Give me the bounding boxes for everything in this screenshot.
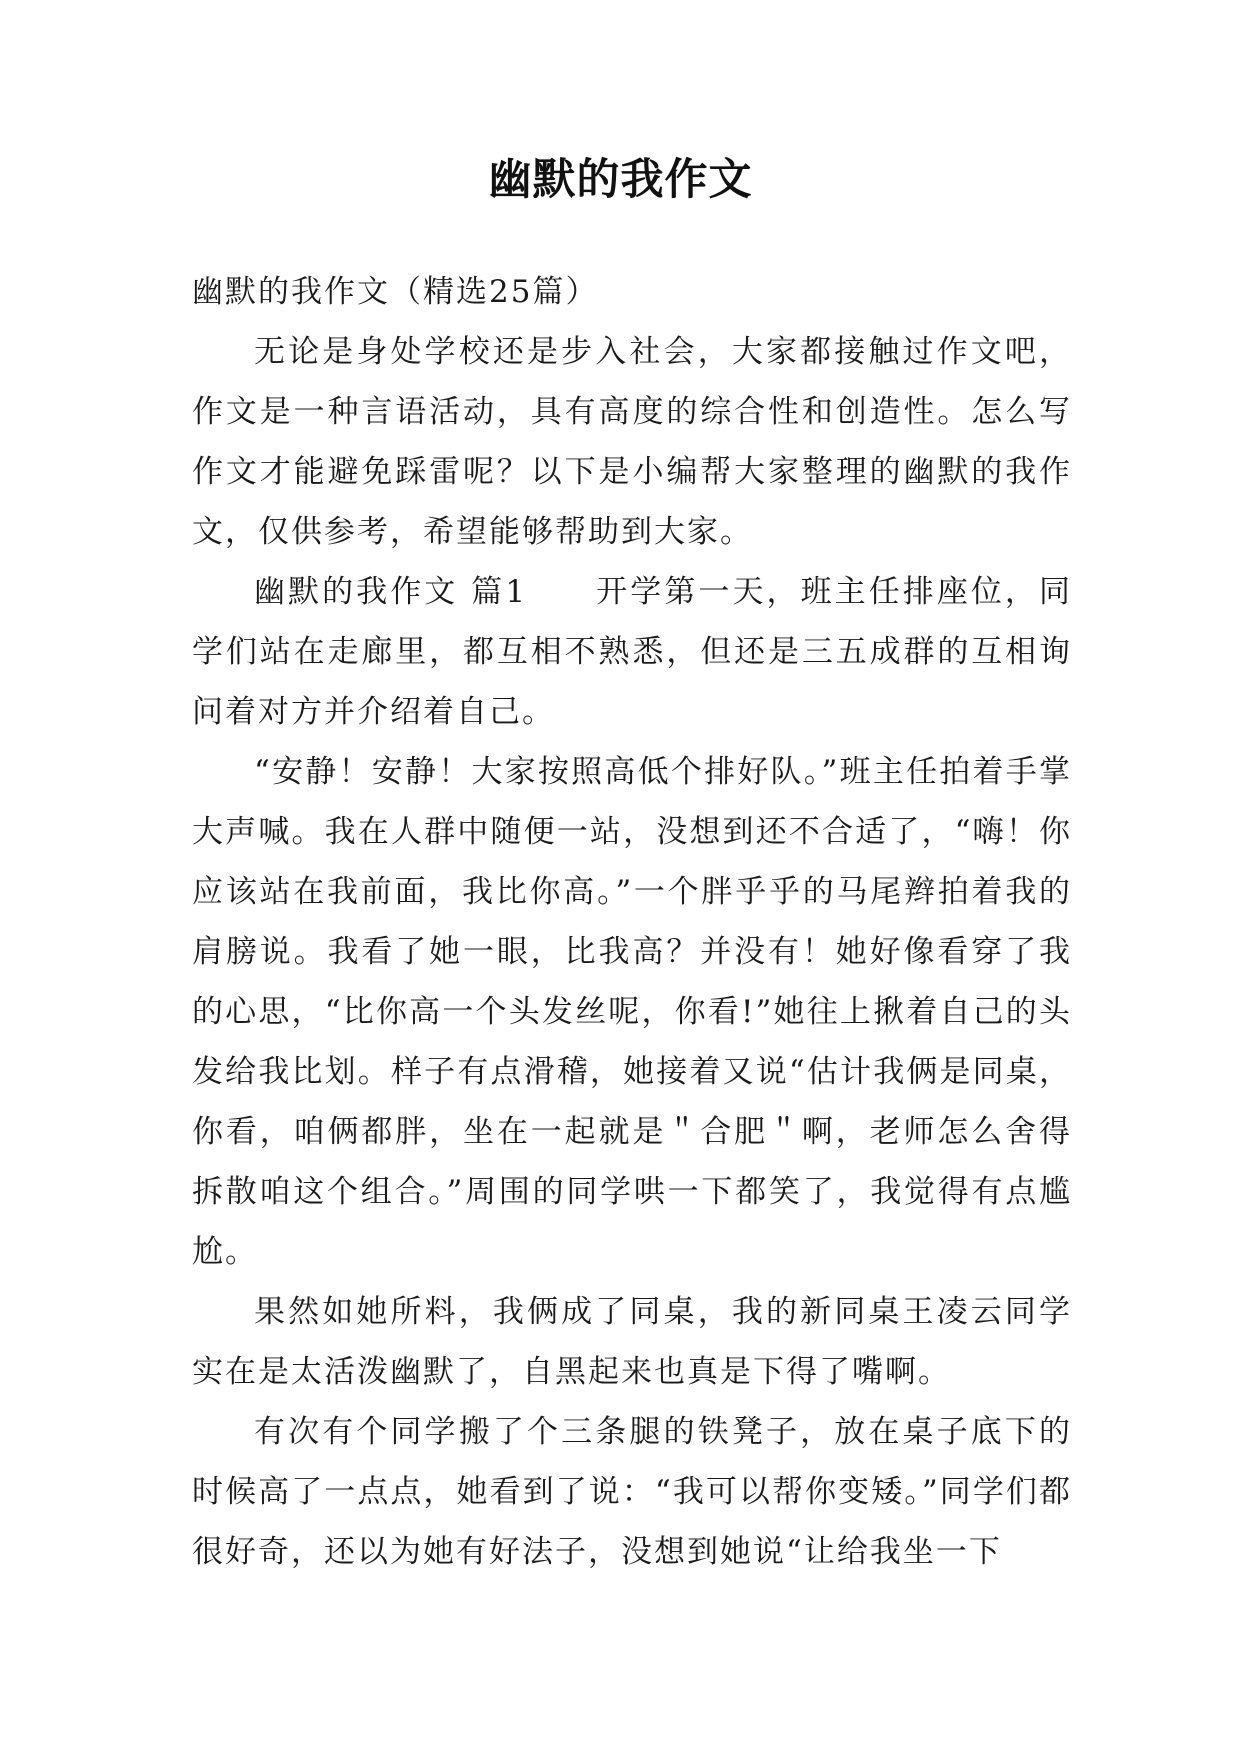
document-title: 幽默的我作文 — [488, 155, 753, 205]
paragraph-4: 有次有个同学搬了个三条腿的铁凳子，放在桌子底下的时候高了一点点，她看到了说：“我可以帮你变矮。”同学们都很好奇，还以为她有好法子，没想到她说“让给我坐一下 — [192, 1414, 1072, 1570]
paragraph-3: 果然如她所料，我俩成了同桌，我的新同桌王凌云同学实在是太活泼幽默了，自黑起来也真是下得了嘴啊。 — [192, 1294, 1072, 1390]
paragraph-1: 幽默的我作文 篇1 开学第一天，班主任排座位，同学们站在走廊里，都互相不熟悉，但还是三五成群的互相询问着对方并介绍着自己。 — [192, 574, 1072, 730]
paragraph-intro: 无论是身处学校还是步入社会，大家都接触过作文吧，作文是一种言语活动，具有高度的综合性和创造性。怎么写作文才能避免踩雷呢？以下是小编帮大家整理的幽默的我作文，仅供参考，希望能够帮助到大家。 — [192, 334, 1072, 550]
document-subtitle: 幽默的我作文（精选25篇） — [192, 274, 599, 310]
paragraph-2: “安静！安静！大家按照高低个排好队。”班主任拍着手掌大声喊。我在人群中随便一站，没想到还不合适了，“嗨！你应该站在我前面，我比你高。”一个胖乎乎的马尾辫拍着我的肩膀说。我看了她一眼，比我高？并没有！她好像看穿了我的心思，“比你高一个头发丝呢，你看!”她往上揪着自己的头发给我比划。样子有点滑稽，她接着又说“估计我俩是同桌，你看，咱俩都胖，坐在一起就是＂合肥＂啊，老师怎么舍得拆散咱这个组合。”周围的同学哄一下都笑了，我觉得有点尴尬。 — [192, 754, 1072, 1270]
document-body — [192, 262, 1072, 1582]
